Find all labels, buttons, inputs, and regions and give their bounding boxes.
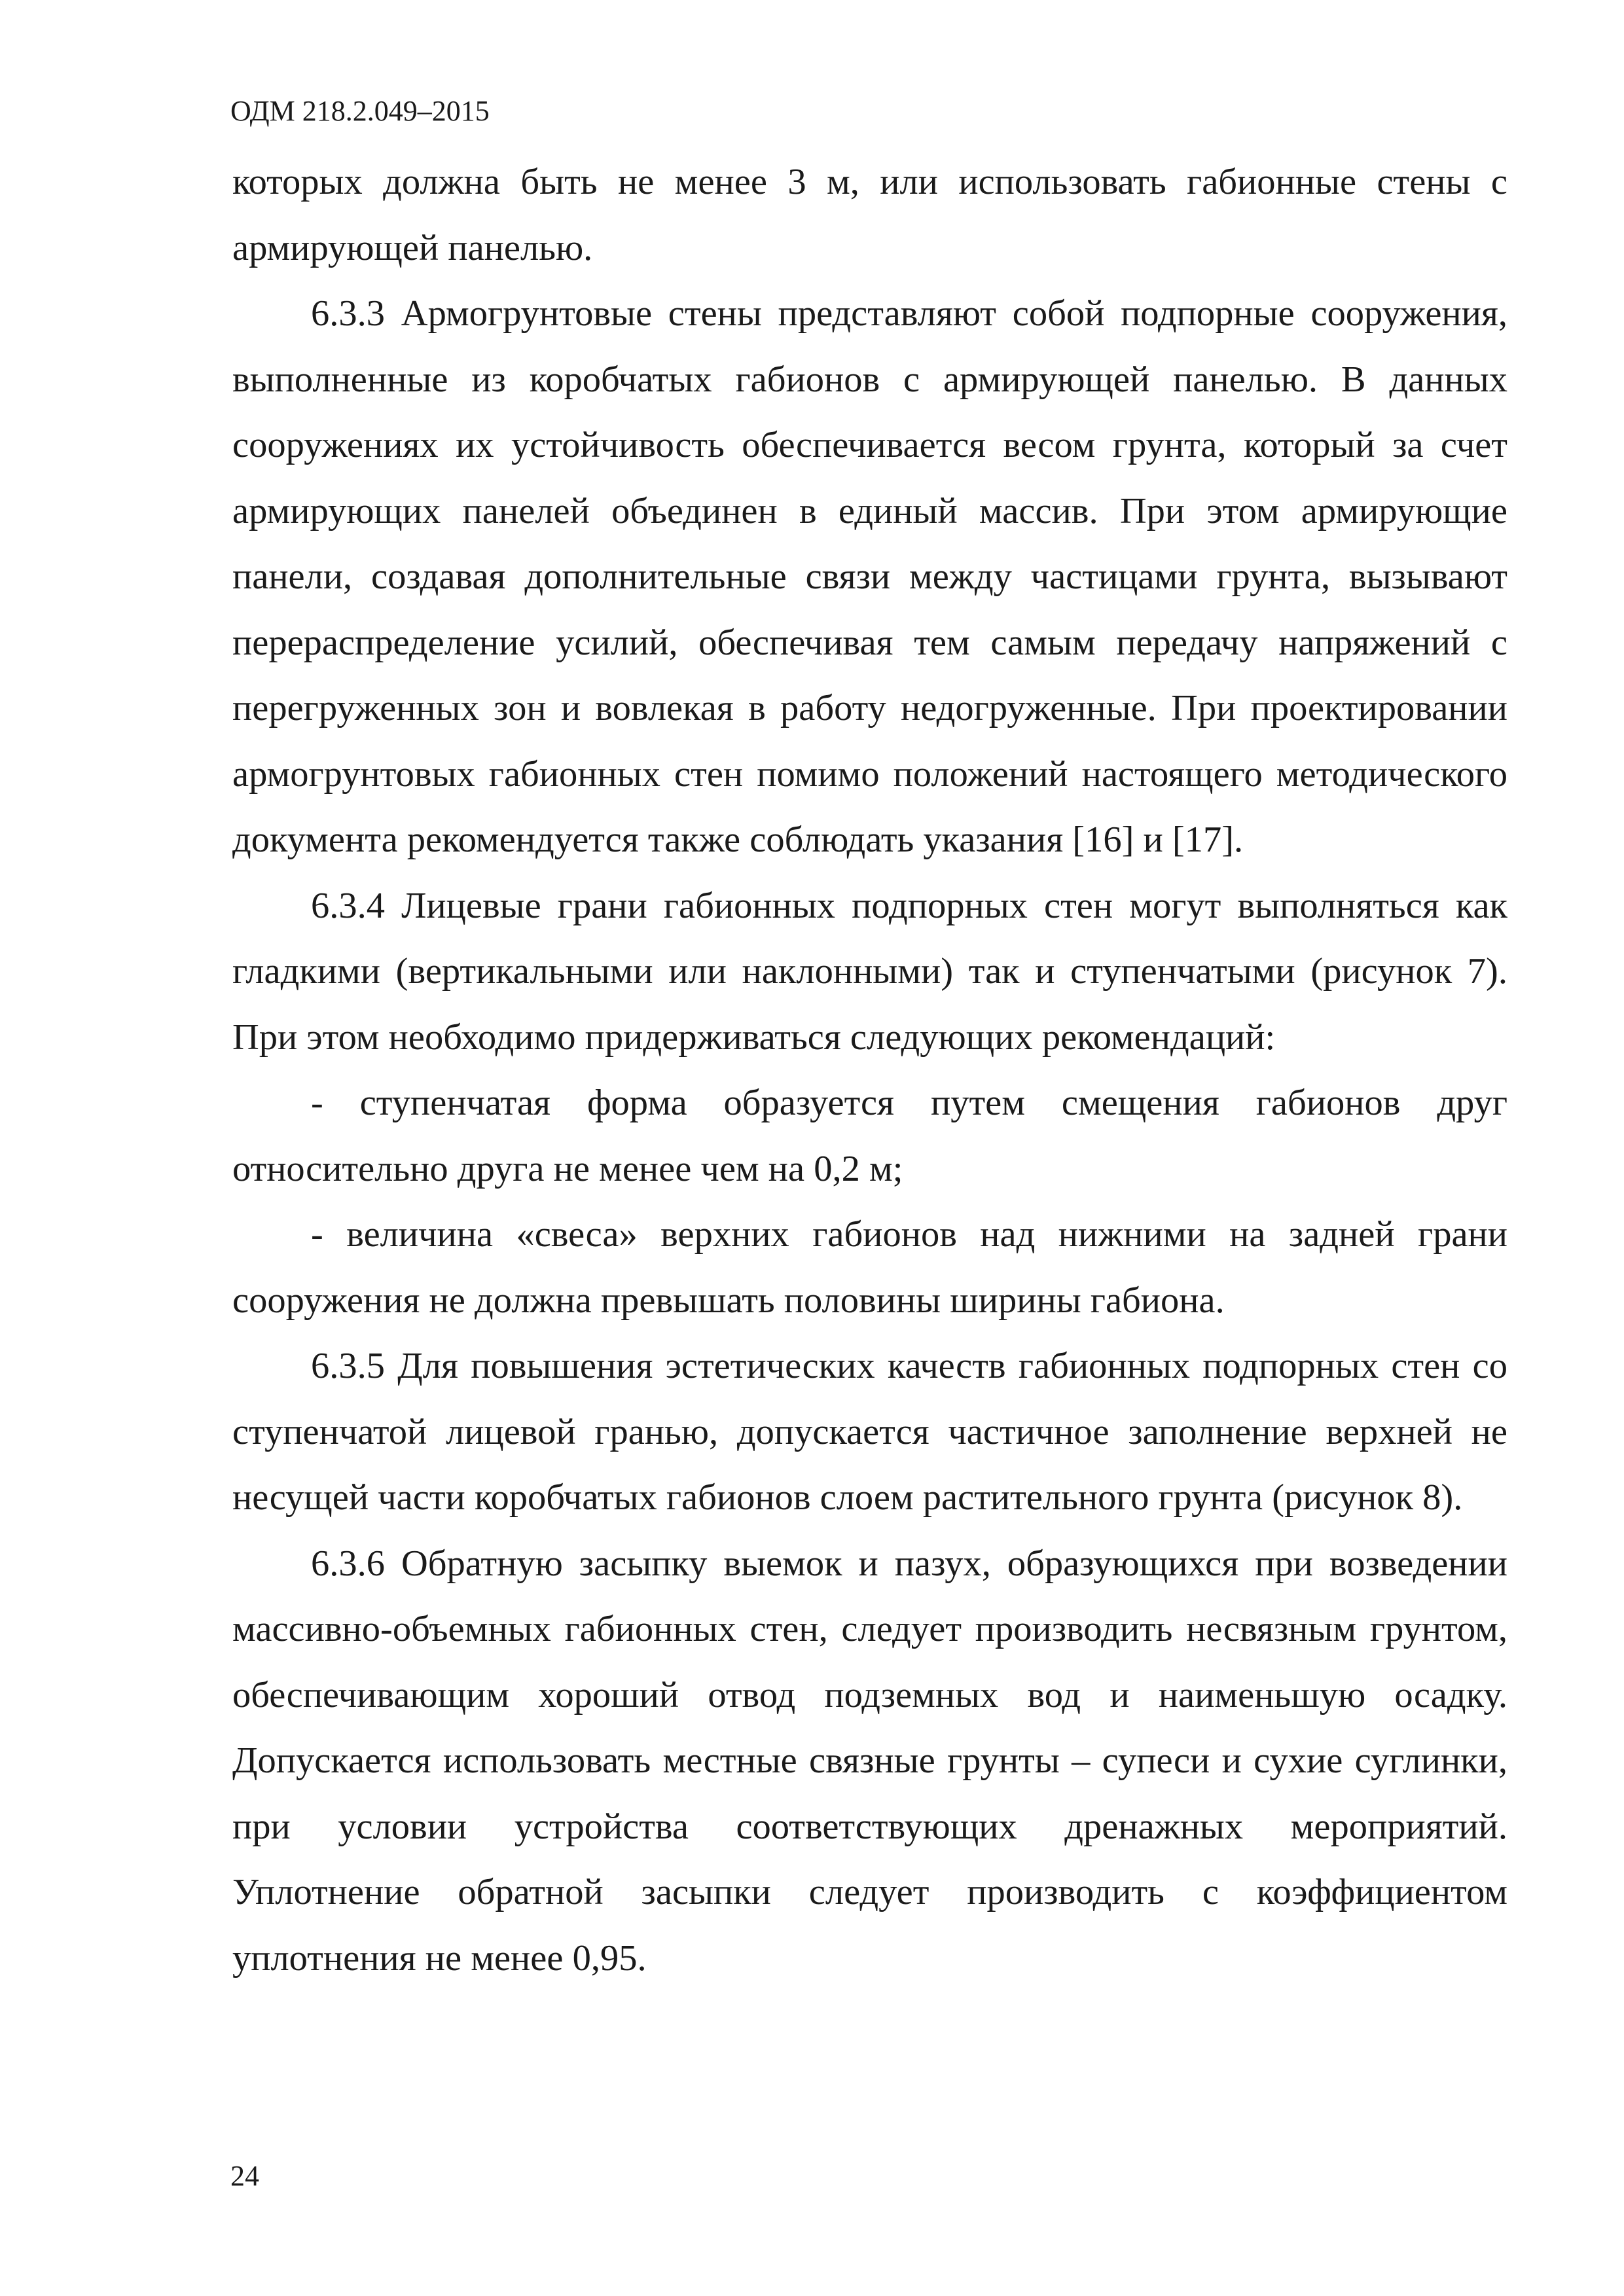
list-item-stepped-form: - ступенчатая форма образуется путем смещения габионов друг относительно друга не менее чем на 0,2 м;: [232, 1083, 1507, 1189]
paragraph-continuation: которых должна быть не менее 3 м, или использовать габионные стены с армирующей панелью.: [232, 162, 1507, 268]
paragraph-6-3-3: 6.3.3 Армогрунтовые стены представляют собой подпорные сооружения, выполненные из коробчатых габионов с армирующей панелью. В данных сооружениях их устойчивость обеспечивается весом грунта, который за счет армирующих панелей объединен в единый массив. При этом армирующие панели, создавая дополнительные связи между частицами грунта, вызывают перераспределение усилий, обеспечивая тем самым передачу напряжений с перегруженных зон и вовлекая в работу недогруженные. При проектировании армогрунтовых габионных стен помимо положений настоящего методического документа рекомендуется также соблюдать указания [16] и [17].: [232, 293, 1507, 860]
page-number: 24: [230, 2160, 259, 2192]
paragraph-6-3-4: 6.3.4 Лицевые грани габионных подпорных стен могут выполняться как гладкими (вертикальными или наклонными) так и ступенчатыми (рисунок 7). При этом необходимо придерживаться следующих рекомендаций:: [232, 885, 1507, 1058]
document-code-header: ОДМ 218.2.049–2015: [230, 95, 490, 127]
document-body: [232, 149, 1507, 1991]
paragraph-6-3-6: 6.3.6 Обратную засыпку выемок и пазух, образующихся при возведении массивно-объемных габионных стен, следует производить несвязным грунтом, обеспечивающим хороший отвод подземных вод и наименьшую осадку. Допускается использовать местные связные грунты – супеси и сухие суглинки, при условии устройства соответствующих дренажных мероприятий. Уплотнение обратной засыпки следует производить с коэффициентом уплотнения не менее 0,95.: [232, 1543, 1507, 1979]
list-item-overhang: - величина «свеса» верхних габионов над нижними на задней грани сооружения не должна превышать половины ширины габиона.: [232, 1214, 1507, 1321]
paragraph-6-3-5: 6.3.5 Для повышения эстетических качеств габионных подпорных стен со ступенчатой лицевой гранью, допускается частичное заполнение верхней не несущей части коробчатых габионов слоем растительного грунта (рисунок 8).: [232, 1346, 1507, 1518]
